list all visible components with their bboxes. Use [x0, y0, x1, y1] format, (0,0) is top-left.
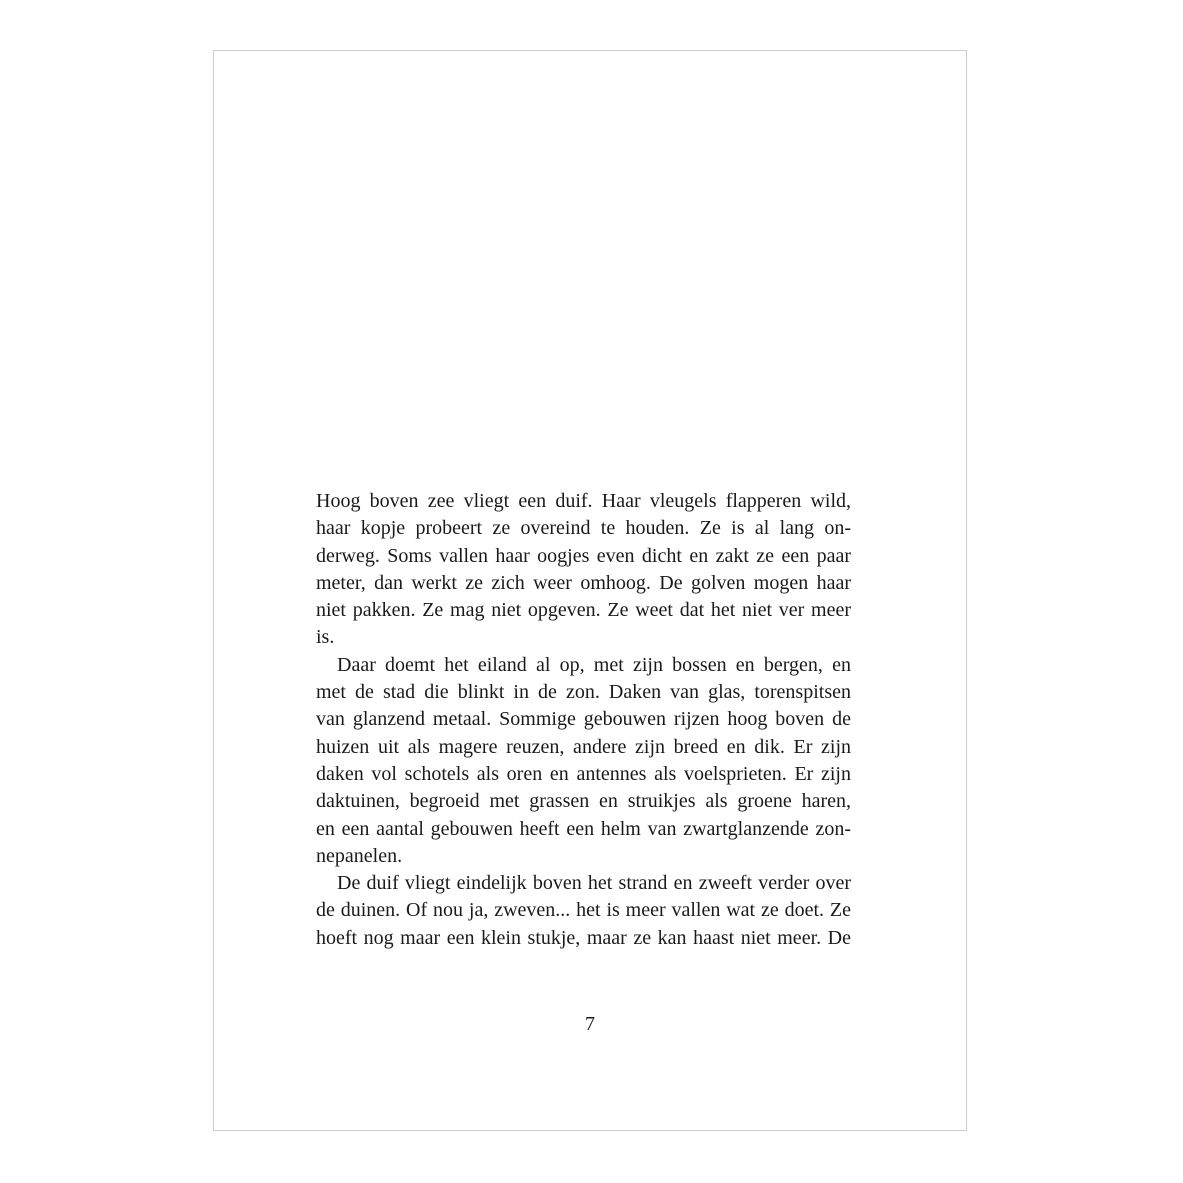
text-line: hoeft nog maar een klein stukje, maar ze kan haast niet meer. De	[316, 926, 851, 949]
text-line: Hoog boven zee vliegt een duif. Haar vleugels flapperen wild,	[316, 490, 851, 512]
page-number: 7	[585, 1013, 595, 1035]
text-line: haar kopje probeert ze overeind te houden. Ze is al lang on-	[316, 517, 851, 540]
text-line: huizen uit als magere reuzen, andere zijn breed en dik. Er zijn	[316, 735, 851, 758]
text-line: nepanelen.	[316, 844, 403, 867]
text-line: Daar doemt het eiland al op, met zijn bossen en bergen, en	[337, 653, 851, 676]
text-line: derweg. Soms vallen haar oogjes even dicht en zakt ze een paar	[316, 544, 851, 567]
book-page	[213, 50, 967, 1131]
body-text	[316, 488, 851, 952]
text-line: meter, dan werkt ze zich weer omhoog. De golven mogen haar	[316, 571, 851, 594]
text-line: niet pakken. Ze mag niet opgeven. Ze weet dat het niet ver meer	[316, 599, 851, 622]
text-line: en een aantal gebouwen heeft een helm van zwartglanzende zon-	[316, 817, 851, 840]
text-line: daktuinen, begroeid met grassen en struikjes als groene haren,	[316, 790, 851, 813]
text-line: is.	[316, 626, 335, 649]
paragraph-3	[316, 870, 851, 952]
text-line: De duif vliegt eindelijk boven het strand en zweeft verder over	[337, 872, 851, 895]
paragraph-2	[316, 652, 851, 870]
paragraph-1	[316, 488, 851, 652]
text-line: de duinen. Of nou ja, zweven... het is meer vallen wat ze doet. Ze	[316, 899, 851, 922]
text-line: van glanzend metaal. Sommige gebouwen rijzen hoog boven de	[316, 708, 851, 731]
text-line: met de stad die blinkt in de zon. Daken van glas, torenspitsen	[316, 681, 851, 704]
text-line: daken vol schotels als oren en antennes als voelsprieten. Er zijn	[316, 762, 851, 785]
